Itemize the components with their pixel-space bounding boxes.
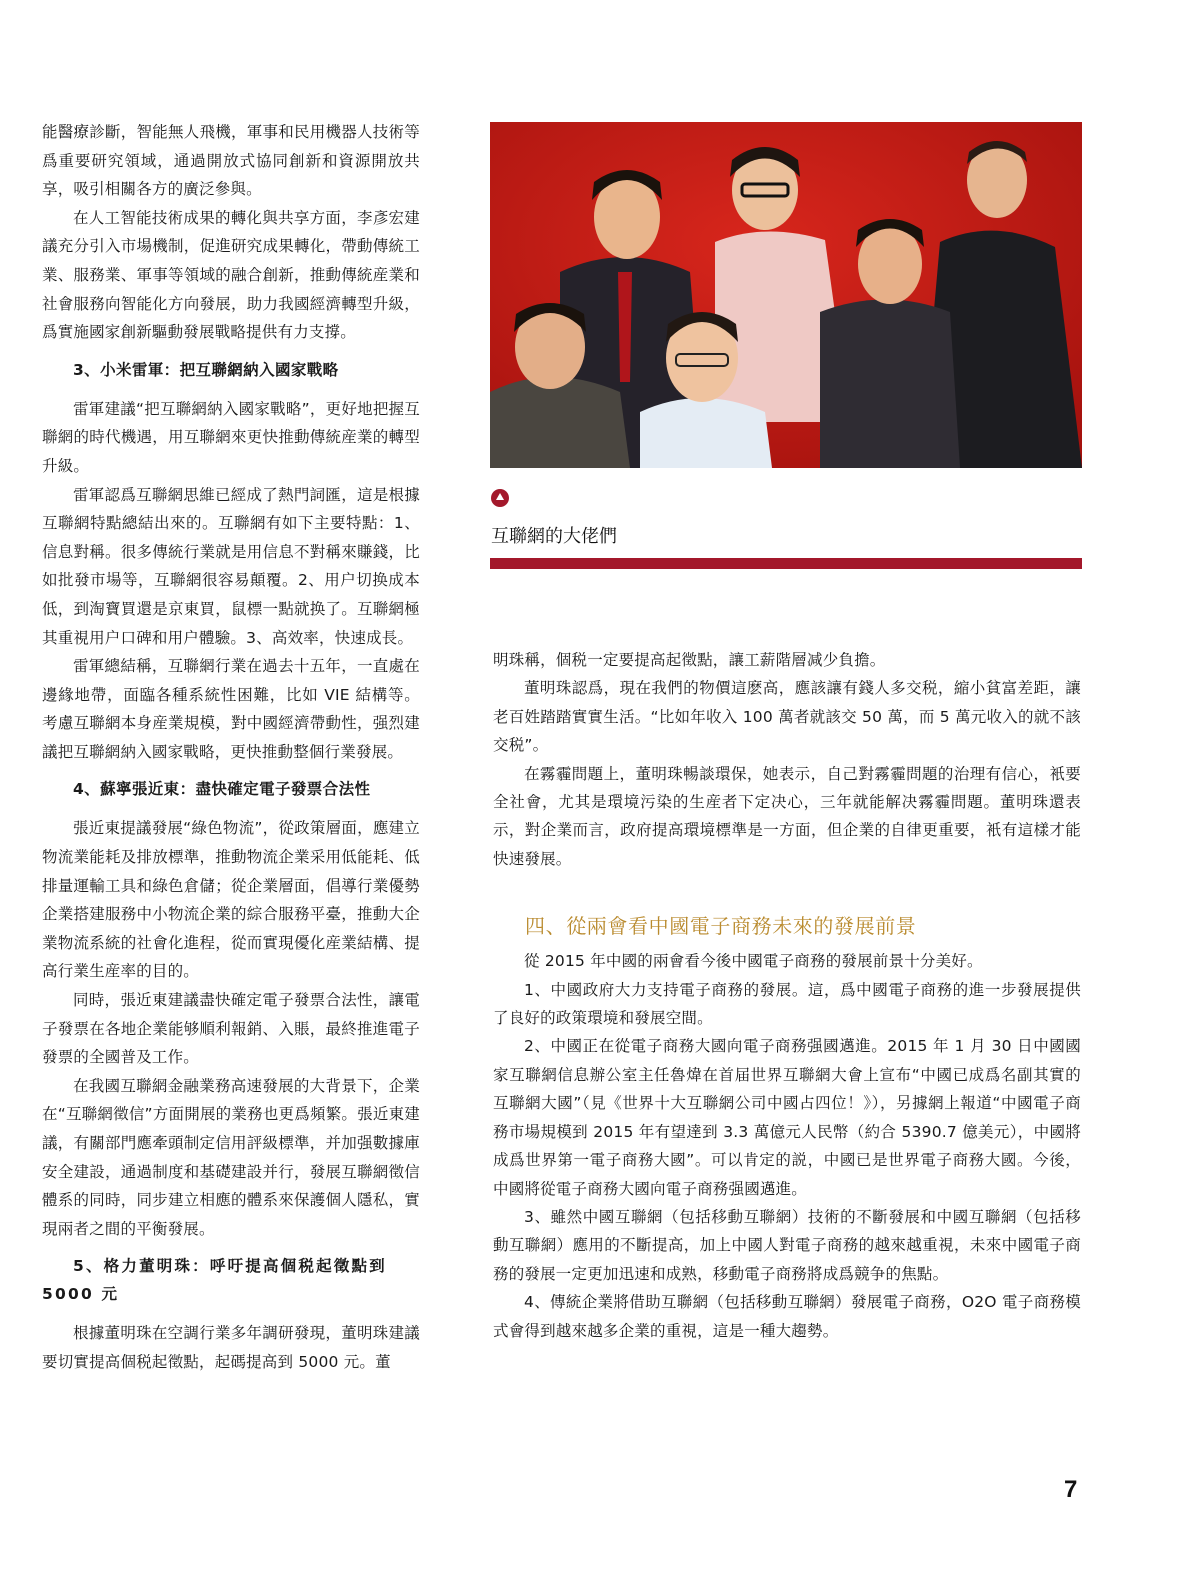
paragraph: 雷軍總結稱，互聯網行業在過去十五年，一直處在邊緣地帶，面臨各種系統性困難，比如 VIE 結構等。考慮互聯網本身産業規模，對中國經濟帶動性，强烈建議把互聯網納入國家戰略，更快推動整個行業發展。 — [42, 657, 420, 761]
paragraph: 從 2015 年中國的兩會看今後中國電子商務的發展前景十分美好。 — [524, 952, 983, 971]
paragraph: 4、傳統企業將借助互聯網（包括移動互聯網）發展電子商務，O2O 電子商務模式會得到越來越多企業的重視，這是一種大趨勢。 — [493, 1293, 1081, 1340]
paragraph: 根據董明珠在空調行業多年調研發現，董明珠建議要切實提高個税起徵點，起碼提高到 5000 元。董 — [42, 1324, 420, 1371]
group-photo — [490, 122, 1082, 468]
paragraph: 3、雖然中國互聯網（包括移動互聯網）技術的不斷發展和中國互聯網（包括移動互聯網）應用的不斷提高，加上中國人對電子商務的越來越重視，未來中國電子商務的發展一定更加迅速和成熟，移動電子商務將成爲競争的焦點。 — [493, 1207, 1081, 1283]
page-number: 7 — [1064, 1476, 1078, 1503]
paragraph: 在人工智能技術成果的轉化與共享方面，李彥宏建議充分引入市場機制，促進研究成果轉化，帶動傳統工業、服務業、軍事等領域的融合創新，推動傳統産業和社會服務向智能化方向發展，助力我國經濟轉型升級，爲實施國家創新驅動發展戰略提供有力支撐。 — [42, 208, 420, 342]
paragraph: 在我國互聯網金融業務高速發展的大背景下，企業在“互聯網徵信”方面開展的業務也更爲頻繁。張近東建議，有關部門應牽頭制定信用評級標準，并加强數據庫安全建設，通過制度和基礎建設并行，發展互聯網徵信體系的同時，同步建立相應的體系來保護個人隱私，實現兩者之間的平衡發展。 — [42, 1076, 420, 1238]
left-column — [42, 118, 420, 1377]
group-photo-illustration — [490, 122, 1082, 468]
paragraph: 2、中國正在從電子商務大國向電子商務强國邁進。2015 年 1 月 30 日中國國家互聯網信息辦公室主任魯煒在首届世界互聯網大會上宣布“中國已成爲名副其實的互聯網大國”（見《世界十大互聯網公司中國占四位！》），另據網上報道“中國電子商務市場規模到 2015 年有望達到 3.3 萬億元人民幣（約合 5390.7 億美元），中國將成爲世界第一電子商務大國”。可以肯定的説，中國已是世界電子商務大國。今後，中國將從電子商務大國向電子商務强國邁進。 — [493, 1037, 1081, 1198]
section-heading: 4、蘇寧張近東：盡快確定電子發票合法性 — [73, 780, 371, 799]
section-heading: 四、從兩會看中國電子商務未來的發展前景 — [525, 914, 917, 939]
section-heading: 3、小米雷軍：把互聯網納入國家戰略 — [73, 360, 339, 379]
paragraph: 董明珠認爲，現在我們的物價這麽高，應該讓有錢人多交税，縮小貧富差距，讓老百姓踏踏實實生活。“比如年收入 100 萬者就該交 50 萬，而 5 萬元收入的就不該交税”。 — [493, 679, 1081, 755]
section-heading: 5、格力董明珠：呼吁提高個税起徵點到 5000 元 — [42, 1257, 387, 1304]
right-column — [493, 646, 1081, 1345]
paragraph: 雷軍認爲互聯網思維已經成了熱門詞匯，這是根據互聯網特點總結出來的。互聯網有如下主要特點：1、信息對稱。很多傳統行業就是用信息不對稱來賺錢，比如批發市場等，互聯網很容易顛覆。2、用户切换成本低，到淘寶買還是京東買，鼠標一點就换了。互聯網極其重視用户口碑和用户體驗。3、高效率，快速成長。 — [42, 485, 420, 647]
paragraph: 明珠稱，個税一定要提高起徵點，讓工薪階層减少負擔。 — [493, 651, 886, 669]
paragraph: 同時，張近東建議盡快確定電子發票合法性，讓電子發票在各地企業能够順利報銷、入賬，最終推進電子發票的全國普及工作。 — [42, 991, 420, 1067]
paragraph: 張近東提議發展“綠色物流”，從政策層面，應建立物流業能耗及排放標準，推動物流企業采用低能耗、低排量運輸工具和綠色倉儲；從企業層面，倡導行業優勢企業搭建服務中小物流企業的綜合服務平臺，推動大企業物流系統的社會化進程，從而實現優化産業結構、提高行業生産率的目的。 — [42, 819, 420, 981]
paragraph: 1、中國政府大力支持電子商務的發展。這，爲中國電子商務的進一步發展提供了良好的政策環境和發展空間。 — [493, 980, 1081, 1028]
caption-divider — [490, 558, 1082, 569]
paragraph: 能醫療診斷，智能無人飛機，軍事和民用機器人技術等爲重要研究領域，通過開放式協同創新和資源開放共享，吸引相關各方的廣泛參與。 — [42, 123, 420, 199]
paragraph: 在霧霾問題上，董明珠暢談環保，她表示，自己對霧霾問題的治理有信心，衹要全社會，尤其是環境污染的生産者下定决心，三年就能解决霧霾問題。董明珠還表示，對企業而言，政府提高環境標準是一方面，但企業的自律更重要，衹有這樣才能快速發展。 — [493, 764, 1081, 868]
photo-caption: 互聯網的大佬們 — [491, 526, 617, 546]
paragraph: 雷軍建議“把互聯網納入國家戰略”，更好地把握互聯網的時代機遇，用互聯網來更快推動傳統産業的轉型升級。 — [42, 399, 420, 475]
caption-triangle-icon — [491, 489, 509, 507]
